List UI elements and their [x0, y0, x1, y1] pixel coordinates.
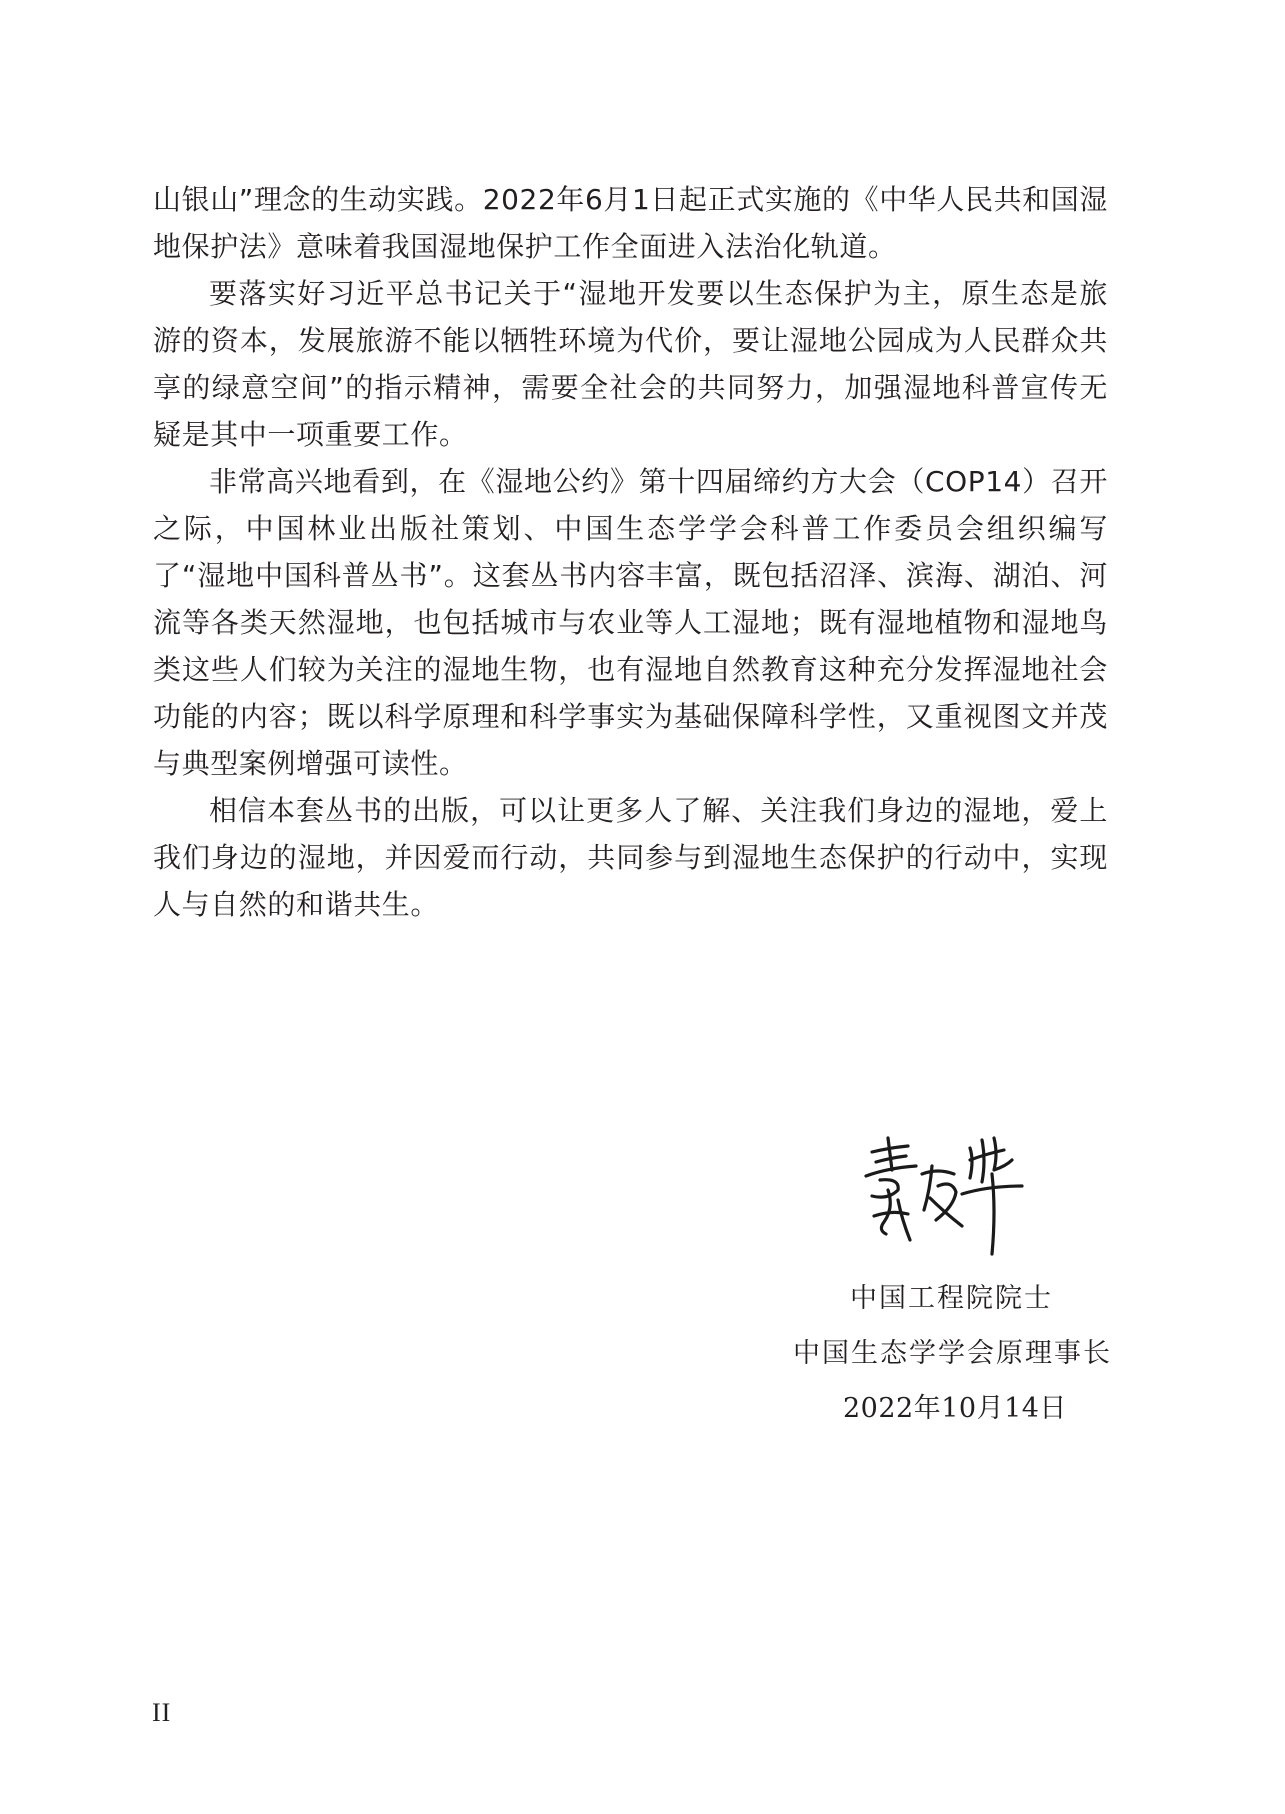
signer-title-academician: 中国工程院院士	[850, 1283, 1053, 1314]
handwritten-signature-icon	[858, 1130, 1038, 1260]
paragraph-2: 要落实好习近平总书记关于“湿地开发要以生态保护为主，原生态是旅游的资本，发展旅游不能以牺牲环境为代价，要让湿地公园成为人民群众共享的绿意空间”的指示精神，需要全社会的共同努力，加强湿地科普宣传无疑是其中一项重要工作。	[153, 277, 1108, 451]
signature-date: 2022年10月14日	[843, 1393, 1067, 1424]
paragraph-3: 非常高兴地看到，在《湿地公约》第十四届缔约方大会（COP14）召开之际，中国林业出版社策划、中国生态学学会科普工作委员会组织编写了“湿地中国科普丛书”。这套丛书内容丰富，既包括沼泽、滨海、湖泊、河流等各类天然湿地，也包括城市与农业等人工湿地；既有湿地植物和湿地鸟类这些人们较为关注的湿地生物，也有湿地自然教育这种充分发挥湿地社会功能的内容；既以科学原理和科学事实为基础保障科学性，又重视图文并茂与典型案例增强可读性。	[153, 465, 1108, 780]
signer-title-society: 中国生态学学会原理事长	[793, 1338, 1112, 1369]
paragraph-4: 相信本套丛书的出版，可以让更多人了解、关注我们身边的湿地，爱上我们身边的湿地，并因爱而行动，共同参与到湿地生态保护的行动中，实现人与自然的和谐共生。	[153, 794, 1108, 921]
foreword-body	[153, 176, 1108, 928]
page-number: II	[152, 1698, 172, 1727]
paragraph-1: 山银山”理念的生动实践。2022年6月1日起正式实施的《中华人民共和国湿地保护法》意味着我国湿地保护工作全面进入法治化轨道。	[153, 183, 1108, 263]
